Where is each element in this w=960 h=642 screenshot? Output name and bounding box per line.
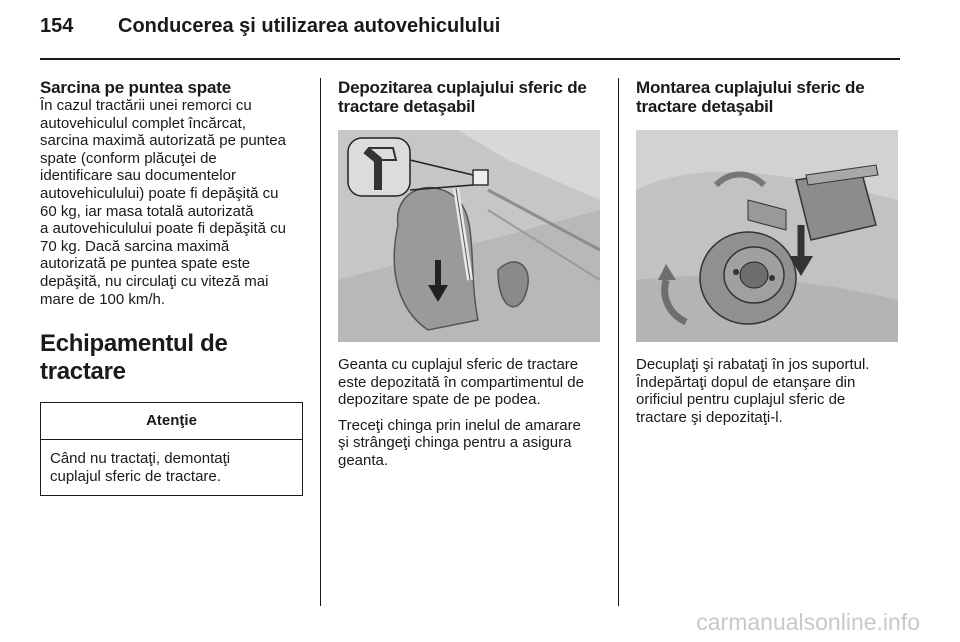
rear-axle-paragraph <box>40 97 306 308</box>
text-line: depozitare spate de pe podea. <box>338 391 541 409</box>
column-divider <box>320 78 321 606</box>
mounting-illustration <box>636 130 898 342</box>
watermark: carmanualsonline.info <box>696 609 920 635</box>
text-line: spate (conform plăcuţei de <box>40 149 217 167</box>
text-line: 70 kg. Dacă sarcina maximă <box>40 237 230 255</box>
text-line: Geanta cu cuplajul sferic de tractare <box>338 356 579 373</box>
text-line: este depozitată în compartimentul de <box>338 373 584 391</box>
text-line: orificiul pentru cuplajul sferic de <box>636 391 846 409</box>
column-storage <box>338 78 604 470</box>
text-line: identificare sau documentelor <box>40 167 236 185</box>
column-mounting <box>636 78 902 426</box>
text-line: autorizată pe puntea spate este <box>40 255 251 273</box>
text-line: Treceţi chinga prin inelul de amarare <box>338 416 581 434</box>
warning-title: Atenţie <box>41 403 302 440</box>
page-number: 154 <box>40 15 74 37</box>
text-line: autovehiculului) poate fi depăşită cu <box>40 184 279 202</box>
heading-line: Montarea cuplajului sferic de <box>636 78 865 97</box>
section-subheading: Sarcina pe puntea spate <box>40 78 231 97</box>
page-title: Conducerea şi utilizarea autovehiculului <box>118 15 501 37</box>
text-line: Decuplaţi şi rabataţi în jos suportul. <box>636 356 870 373</box>
page-header <box>0 0 960 60</box>
column-divider <box>618 78 619 606</box>
strap-paragraph <box>338 417 604 470</box>
text-line: şi strângeţi chinga pentru a asigura <box>338 434 572 452</box>
storage-paragraph <box>338 356 604 409</box>
section-heading: Echipamentul de tractare <box>40 330 228 386</box>
text-line: sarcina maximă autorizată pe puntea <box>40 132 286 150</box>
text-line: În cazul tractării unei remorci cu <box>40 97 252 114</box>
text-line: Când nu tractaţi, demontaţi <box>50 450 231 468</box>
text-line: 60 kg, iar masa totală autorizată <box>40 202 254 220</box>
warning-text <box>41 440 302 495</box>
text-line: mare de 100 km/h. <box>40 290 166 308</box>
section-heading <box>338 78 604 116</box>
text-line: autovehiculul complet încărcat, <box>40 114 246 132</box>
text-line: geanta. <box>338 451 389 469</box>
storage-illustration <box>338 130 600 342</box>
heading-line: Depozitarea cuplajului sferic de <box>338 78 587 97</box>
text-line: Îndepărtaţi dopul de etanşare din <box>636 373 856 391</box>
mounting-paragraph <box>636 356 902 426</box>
text-line: depăşită, nu circulaţi cu viteză mai <box>40 272 269 290</box>
text-line: tractare şi depozitaţi-l. <box>636 408 783 426</box>
text-line: cuplajul sferic de tractare. <box>50 467 221 485</box>
header-rule <box>40 58 900 60</box>
text-line: a autovehiculului poate fi depăşită cu <box>40 220 287 238</box>
warning-box <box>40 402 303 496</box>
heading-line: tractare detaşabil <box>338 97 476 116</box>
heading-line: tractare detaşabil <box>636 97 774 116</box>
column-rear-axle-load <box>40 78 306 496</box>
section-heading <box>636 78 902 116</box>
